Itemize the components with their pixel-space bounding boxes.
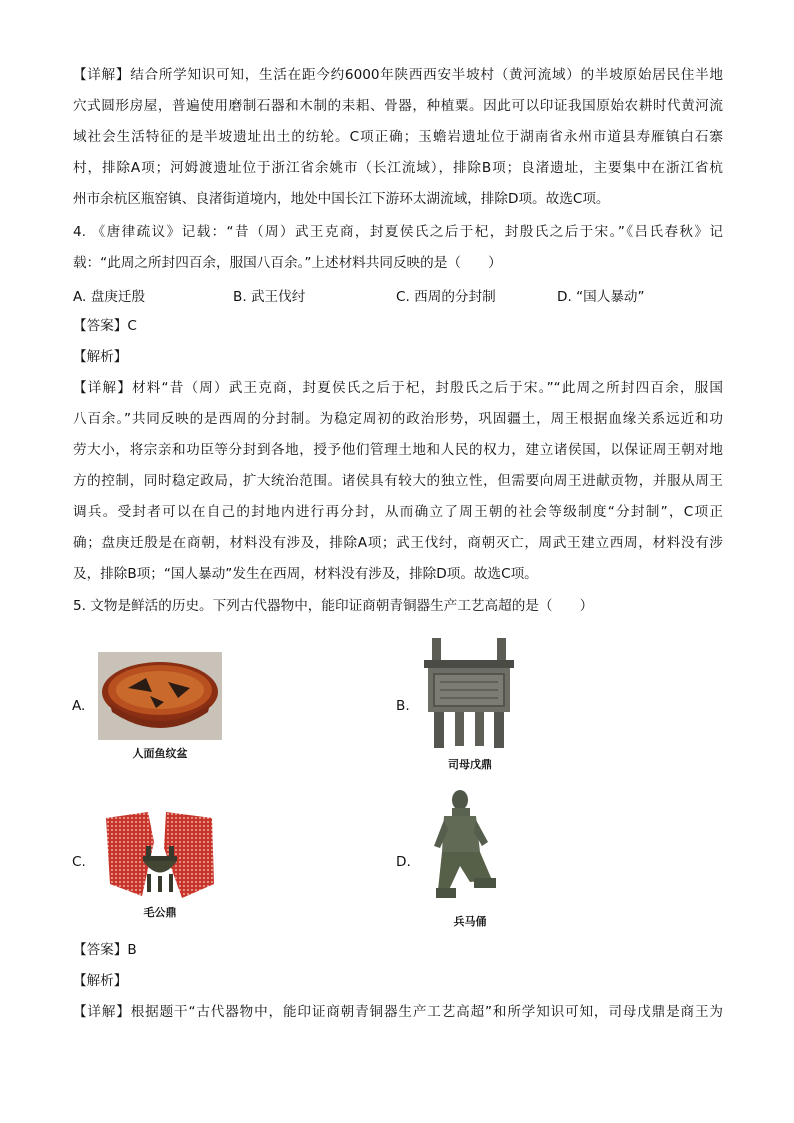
text-line: 域社会生活特征的是半坡遗址出土的纺轮。C项正确；玉蟾岩遗址位于湖南省永州市道县寿雁镇白石寨	[73, 129, 723, 145]
option-c: C. 西周的分封制	[396, 289, 496, 305]
answer-label: 【答案】C	[73, 318, 137, 334]
option-d-label: D.	[396, 854, 411, 870]
option-d-caption: 兵马俑	[453, 915, 487, 928]
text-line: 方的控制，同时稳定政局，扩大统治范围。诸侯具有较大的独立性，但需要向周王进献贡物，并服从周王	[73, 473, 723, 489]
option-b-caption: 司母戊鼎	[448, 758, 492, 771]
option-d: D. “国人暴动”	[557, 289, 645, 305]
option-b-label: B.	[396, 698, 410, 714]
option-b: B. 武王伐纣	[233, 289, 306, 305]
text-line: 确；盘庚迁殷是在商朝，材料没有涉及，排除A项；武王伐纣，商朝灭亡，周武王建立西周，材料没有涉	[73, 535, 723, 551]
text-line: 载：“此周之所封四百余，服国八百余。”上述材料共同反映的是（ ）	[73, 255, 502, 271]
text-line: 穴式圆形房屋，普遍使用磨制石器和木制的耒耜、骨器，种植粟。因此可以印证我国原始农耕时代黄河流	[73, 98, 723, 114]
q5-answer-block	[73, 935, 723, 1028]
q5-stem	[73, 591, 723, 622]
text-line: 及，排除B项；“国人暴动”发生在西周，材料没有涉及，排除D项。故选C项。	[73, 566, 538, 582]
text-line: 4. 《唐律疏议》记载：“昔（周）武王克商，封夏侯氏之后于杞，封殷氏之后于宋。”《吕氏春秋》记	[73, 224, 723, 240]
text-line: 【详解】材料“昔（周）武王克商，封夏侯氏之后于杞，封殷氏之后于宋。”“此周之所封四百余，服国	[73, 380, 723, 396]
fish-face-basin-image	[98, 652, 222, 740]
text-line: 劳大小，将宗亲和功臣等分封到各地，授予他们管理土地和人民的权力，建立诸侯国，以保证周王朝对地	[73, 442, 723, 458]
q3-detail	[73, 60, 723, 215]
q4-stem	[73, 217, 723, 279]
text-line: 八百余。”共同反映的是西周的分封制。为稳定周初的政治形势，巩固疆土，周王根据血缘关系远近和功	[73, 411, 723, 427]
maogong-ding-image	[102, 812, 218, 898]
option-c-label: C.	[72, 854, 86, 870]
analysis-label: 【解析】	[73, 349, 128, 365]
text-line: 5. 文物是鲜活的历史。下列古代器物中，能印证商朝青铜器生产工艺高超的是（ ）	[73, 598, 594, 614]
option-c-caption: 毛公鼎	[143, 906, 177, 919]
text-line: 调兵。受封者可以在自己的封地内进行再分封，从而确立了周王朝的社会等级制度“分封制”，C项正	[73, 504, 723, 520]
option-a: A. 盘庚迁殷	[73, 289, 146, 305]
q4-options	[73, 282, 733, 313]
analysis-label: 【解析】	[73, 973, 128, 989]
text-line: 州市余杭区瓶窑镇、良渚街道境内，地处中国长江下游环太湖流域，排除D项。故选C项。	[73, 191, 610, 207]
simuwu-ding-image	[420, 638, 518, 750]
q4-answer-block	[73, 311, 723, 590]
option-a-caption: 人面鱼纹盆	[132, 747, 188, 760]
text-line: 村，排除A项；河姆渡遗址位于浙江省余姚市（长江流域），排除B项；良渚遗址，主要集中在浙江省杭	[73, 160, 723, 176]
answer-label: 【答案】B	[73, 942, 137, 958]
text-line: 【详解】根据题干“古代器物中，能印证商朝青铜器生产工艺高超”和所学知识可知，司母戊鼎是商王为	[73, 1004, 723, 1020]
text-line: 【详解】结合所学知识可知，生活在距今约6000年陕西西安半坡村（黄河流域）的半坡原始居民住半地	[73, 67, 723, 83]
option-a-label: A.	[72, 698, 86, 714]
terracotta-warrior-image	[430, 790, 502, 906]
